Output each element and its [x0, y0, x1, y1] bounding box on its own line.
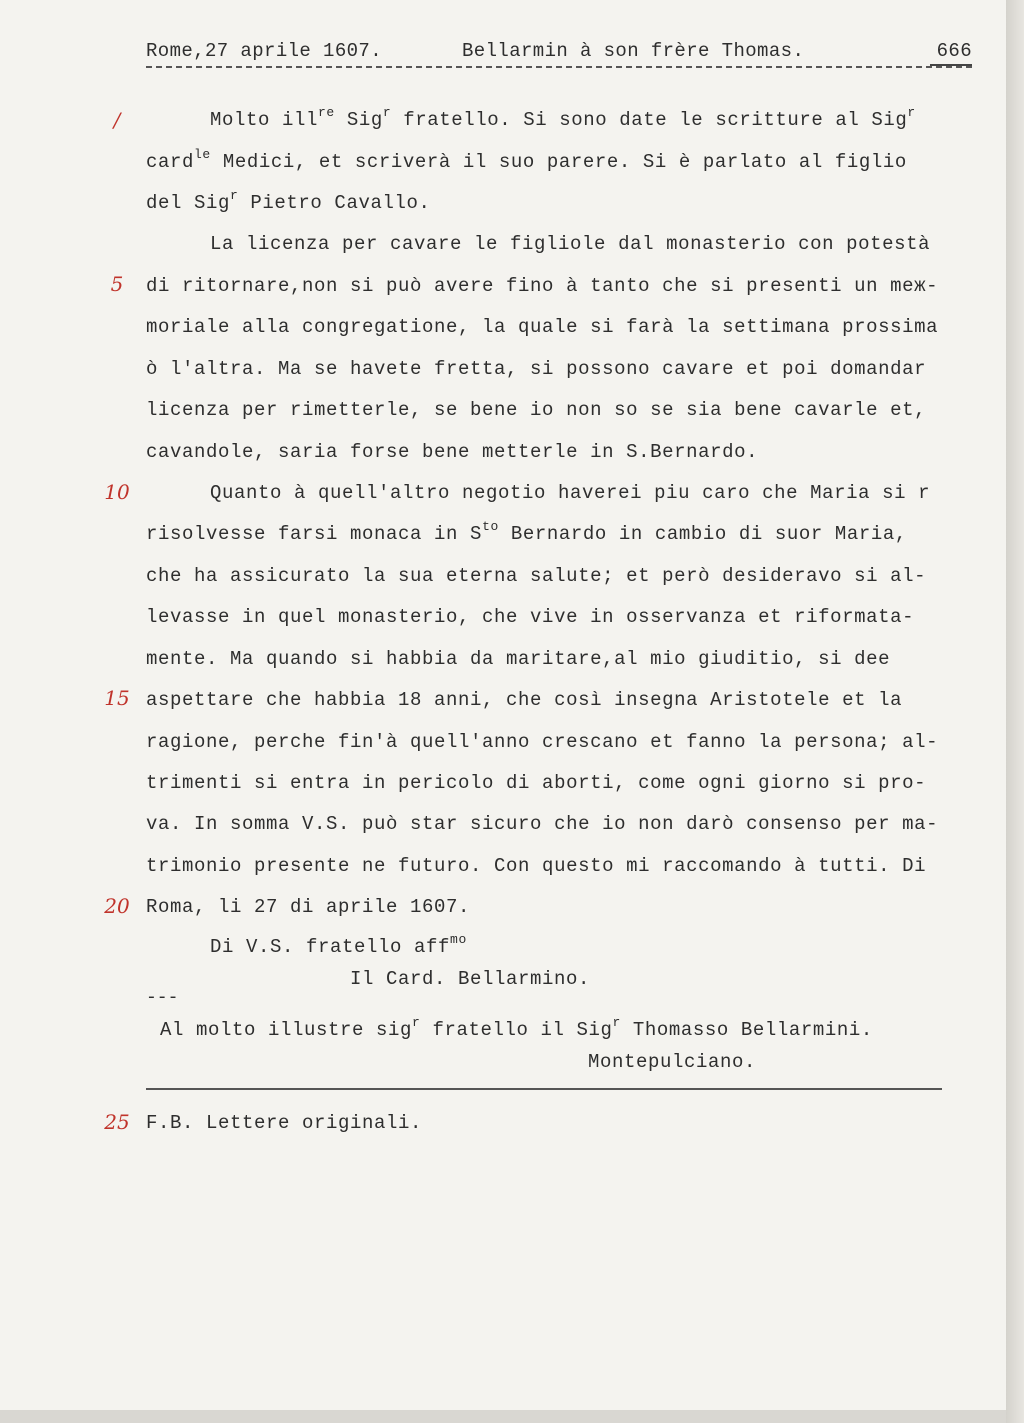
body-line-20: Roma, li 27 di aprile 1607.: [146, 896, 471, 918]
header-rule: [146, 66, 972, 68]
source-note: F.B. Lettere originali.: [146, 1112, 423, 1134]
body-line-8: licenza per rimetterle, se bene io non so se sia bene cavarle et,: [146, 399, 927, 421]
body-line-9: cavandole, saria forse bene metterle in S.Bernardo.: [146, 441, 759, 463]
body-line-14: mente. Ma quando si habbia da maritare,al mio giuditio, si dee: [146, 648, 891, 670]
body-line-6: moriale alla congregatione, la quale si farà la settimana prossima: [146, 316, 939, 338]
closing-salutation: Di V.S. fratello aff$^{mo}$: [210, 932, 467, 958]
body-line-17: trimenti si entra in pericolo di aborti, come ogni giorno si pro-: [146, 772, 927, 794]
body-line-5: di ritornare,non si può avere fino à tanto che si presenti un meж-: [146, 275, 939, 297]
body-line-19: trimonio presente ne futuro. Con questo mi raccomando à tutti. Di: [146, 855, 927, 877]
address-city: Montepulciano.: [588, 1051, 757, 1073]
page-number: 666: [936, 40, 972, 62]
page-header: [146, 40, 972, 68]
separator-mark: ---: [146, 988, 179, 1008]
body-line-11: risolvesse farsi monaca in $S^{to}$ Bernardo in cambio di suor Maria,: [146, 519, 907, 545]
body-line-18: va. In somma V.S. può star sicuro che io non darò consenso per ma-: [146, 813, 939, 835]
body-line-10: Quanto à quell'altro negotio haverei piu caro che Maria si r: [210, 482, 931, 504]
body-line-2: card$^{le}$ Medici, et scriverà il suo parere. Si è parlato al figlio: [146, 147, 907, 173]
address-line: Al molto illustre sig$^r$ fratello il Sig$^r$ Thomasso Bellarmini.: [160, 1015, 873, 1041]
page-edge: [1006, 0, 1024, 1423]
body-line-13: levasse in quel monasterio, che vive in osservanza et riformata-: [146, 606, 915, 628]
body-line-12: che ha assicurato la sua eterna salute; et però desideravo si al-: [146, 565, 927, 587]
margin-number-5: 5: [110, 272, 124, 296]
body-line-7: ò l'altra. Ma se havete fretta, si possono cavare et poi domandar: [146, 358, 927, 380]
body-line-15: aspettare che habbia 18 anni, che così insegna Aristotele et la: [146, 689, 903, 711]
margin-number-15: 15: [104, 686, 130, 710]
body-line-4: La licenza per cavare le figliole dal monasterio con potestà: [210, 233, 931, 255]
margin-number-25: 25: [104, 1110, 130, 1134]
footer-divider: [146, 1088, 942, 1090]
body-line-16: ragione, perche fin'à quell'anno crescano et fanno la persona; al-: [146, 731, 939, 753]
header-place-date: Rome,27 aprile 1607.: [146, 40, 383, 62]
margin-number-1: /: [113, 108, 121, 132]
signature: Il Card. Bellarmino.: [350, 968, 591, 990]
header-subject: Bellarmin à son frère Thomas.: [462, 40, 805, 62]
page-number-underline: [930, 64, 972, 66]
margin-number-10: 10: [104, 480, 130, 504]
body-line-1: Molto ill$^{re}$ Sig$^r$ fratello. Si sono date le scritture al Sig$^r$: [210, 105, 916, 131]
margin-number-20: 20: [104, 894, 130, 918]
body-line-3: del Sig$^r$ Pietro Cavallo.: [146, 188, 431, 214]
